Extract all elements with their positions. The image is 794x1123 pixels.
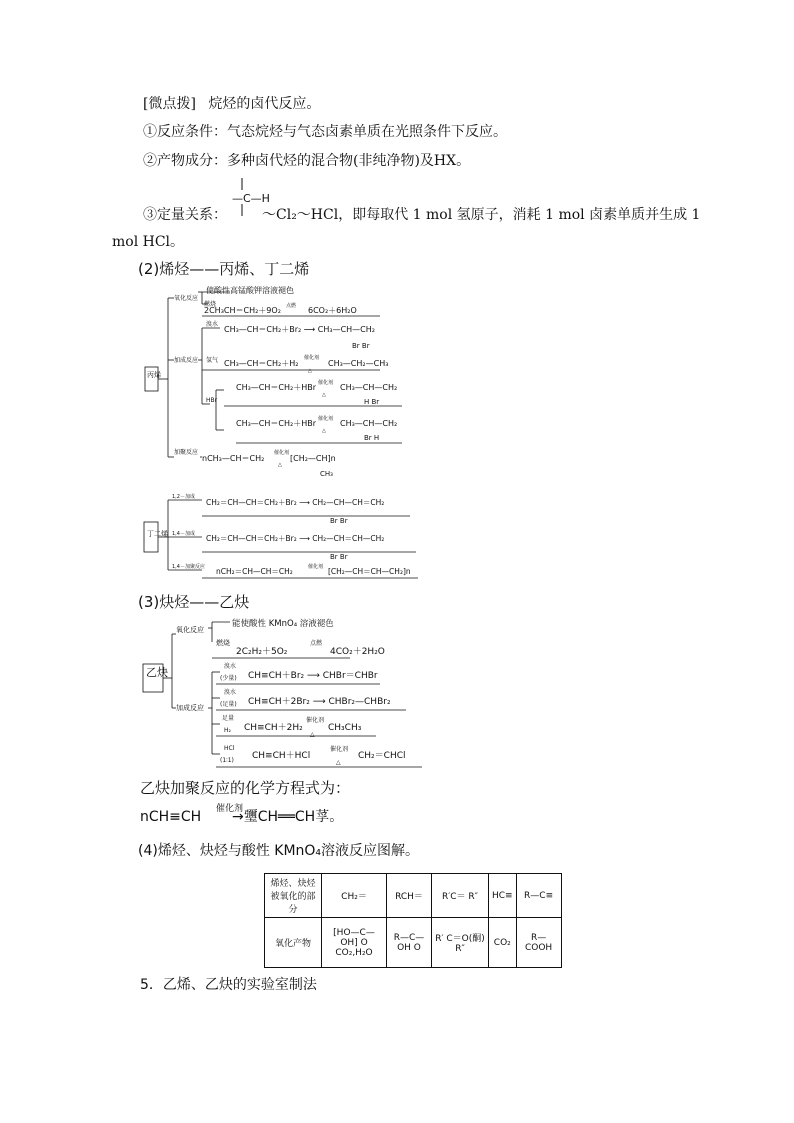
point-item-3-bond: —C—H — [232, 192, 270, 205]
acetylene-r2-cond2: (足量) — [220, 701, 237, 708]
poly-cat: 催化剂 — [216, 804, 244, 814]
sec4-heading: (4)烯烃、炔烃与酸性 KMnO₄溶液反应图解。 — [138, 843, 420, 859]
point-item-3-rest: ～Cl₂～HCl，即每取代 1 mol 氢原子，消耗 1 mol 卤素单质并生成 1 — [262, 207, 701, 223]
propene-eq-hbr2: CH₃—CH＝CH₂＋HBr — [236, 419, 317, 428]
acetylene-burn-eq: 2C₂H₂＋5O₂ — [236, 647, 288, 657]
table-cell: R—C≡ — [516, 874, 561, 918]
acetylene-burn: 燃烧 — [216, 639, 230, 647]
sec3-heading: (3)炔烃——乙炔 — [138, 593, 250, 611]
propene-burn: 燃烧 — [204, 301, 217, 308]
propene-eq-hbr1-sub: H Br — [364, 398, 380, 406]
point-tag: [微点拨] — [143, 96, 196, 112]
acetylene-r3-cond: 足量 — [222, 715, 235, 722]
propene-eq-hbr1-prod: CH₃—CH—CH₂ — [340, 383, 398, 392]
table-cell: [HO—C—OH] O CO₂,H₂O — [322, 918, 387, 968]
table-row — [265, 918, 562, 968]
acetylene-r3-cond2: H₂ — [224, 727, 231, 734]
butadiene-add12: 1,2－加成 — [172, 494, 195, 500]
butadiene-add14: 1,4－加成 — [172, 531, 195, 537]
propene-eq-hbr2-sub: Br H — [364, 434, 380, 442]
point-item-3-prefix: ③定量关系： — [143, 207, 227, 223]
propene-eq-poly-sub: CH₃ — [320, 470, 333, 478]
sec2-heading: (2)烯烃——丙烯、丁二烯 — [138, 260, 310, 278]
propene-oxidation: 氧化反应 — [174, 295, 199, 302]
point-item-2: ②产物成分：多种卤代烃的混合物(非纯净物)及HX。 — [143, 153, 471, 169]
propene-heat-1: △ — [308, 368, 312, 374]
point-item-1: ①反应条件：气态烷烃与气态卤素单质在光照条件下反应。 — [143, 124, 507, 140]
table-cell: R′ C＝O(酮) R″ — [432, 918, 489, 968]
acetylene-r3-eq: CH≡CH＋2H₂ — [244, 723, 303, 733]
propene-eq-h2: CH₃—CH＝CH₂＋H₂ — [224, 359, 299, 368]
butadiene-eq14p-prod: [CH₂—CH＝CH—CH₂]n — [328, 567, 411, 576]
propene-cat-4: 催化剂 — [274, 450, 290, 456]
acetylene-r4-eq: CH≡CH＋HCl — [252, 751, 311, 761]
acetylene-r4-cond2: (1∶1) — [220, 757, 234, 764]
poly-eq-left: nCH≡CH — [140, 809, 202, 825]
propene-heat-3: △ — [322, 428, 326, 434]
butadiene-eq14: CH₂＝CH—CH＝CH₂＋Br₂ ⟶ CH₂—CH＝CH—CH₂ — [206, 534, 385, 543]
table-cell: R′C＝ R″ — [432, 874, 489, 918]
butadiene-diagram — [140, 490, 422, 582]
butadiene-eq14p: nCH₂＝CH—CH＝CH₂ — [216, 567, 293, 576]
propene-heat-4: △ — [278, 462, 282, 468]
butadiene-eq12-sub: Br Br — [330, 517, 348, 525]
acetylene-r2-cond: 溴水 — [224, 689, 237, 696]
propene-cat-1: 催化剂 — [304, 355, 320, 361]
propene-cat-3: 催化剂 — [318, 416, 334, 422]
propene-h2: 氢气 — [206, 357, 219, 364]
table-cell: HC≡ — [489, 874, 517, 918]
butadiene-cat: 催化剂 — [308, 564, 324, 570]
acetylene-cat-1: 催化剂 — [306, 717, 325, 724]
acetylene-diagram — [140, 612, 430, 772]
propene-eq-poly: nCH₃—CH＝CH₂ — [202, 454, 265, 463]
acetylene-heat-1: △ — [310, 731, 315, 738]
point-item-3-cont: mol HCl。 — [112, 234, 185, 250]
table-cell: R—COOH — [516, 918, 561, 968]
acetylene-r1-eq: CH≡CH＋Br₂ ⟶ CHBr＝CHBr — [248, 671, 378, 681]
propene-diagram — [140, 280, 420, 480]
acetylene-r4-cond: HCl — [224, 745, 235, 752]
propene-addition: 加成反应 — [174, 357, 199, 364]
acetylene-heat-2: △ — [336, 759, 341, 766]
table-row — [265, 874, 562, 918]
acetylene-cat-2: 催化剂 — [330, 746, 349, 753]
table-cell: CH₂＝ — [322, 874, 387, 918]
acetylene-addition: 加成反应 — [176, 704, 204, 712]
propene-kmno4: 使酸性高锰酸钾溶液褪色 — [206, 286, 294, 295]
poly-text: 乙炔加聚反应的化学方程式为： — [140, 779, 351, 797]
acetylene-r1-cond: 溴水 — [224, 663, 237, 670]
acetylene-burn-cond: 点燃 — [310, 640, 323, 647]
propene-eq-poly-prod: [CH₂—CH]n — [290, 454, 336, 463]
point-title: 烷烃的卤代反应。 — [208, 96, 321, 112]
butadiene-eq14-sub: Br Br — [330, 553, 348, 561]
propene-polymer: 加聚反应 — [174, 449, 199, 456]
point-line-title — [143, 95, 320, 113]
table-cell: CO₂ — [489, 918, 517, 968]
propene-eq-br-sub: Br Br — [352, 342, 370, 350]
propene-hbr: HBr — [206, 397, 218, 404]
propene-eq-h2-prod: CH₃—CH₂—CH₃ — [328, 359, 389, 368]
propene-burn-cond: 点燃 — [286, 303, 297, 309]
oxidation-table — [264, 873, 562, 968]
butadiene-add14p: 1,4－加聚反应 — [172, 564, 205, 570]
acetylene-kmno4: 能使酸性 KMnO₄ 溶液褪色 — [232, 619, 334, 629]
acetylene-box-label: 乙炔 — [146, 666, 168, 679]
butadiene-eq12: CH₂＝CH—CH＝CH₂＋Br₂ ⟶ CH₂—CH—CH＝CH₂ — [206, 498, 385, 507]
propene-burn-prod: 6CO₂＋6H₂O — [308, 306, 357, 315]
propene-eq-br: CH₃—CH＝CH₂＋Br₂ ⟶ CH₃—CH—CH₂ — [224, 325, 375, 334]
bond-lines — [238, 178, 248, 218]
acetylene-r2-eq: CH≡CH＋2Br₂ ⟶ CHBr₂—CHBr₂ — [248, 697, 391, 707]
propene-box-label: 丙烯 — [147, 371, 161, 379]
acetylene-r1-cond2: (少量) — [220, 675, 237, 682]
table-header-cell: 氧化产物 — [265, 918, 322, 968]
table-cell: RCH＝ — [387, 874, 432, 918]
propene-eq-hbr2-prod: CH₃—CH—CH₂ — [340, 419, 398, 428]
table-header-cell: 烯烃、炔烃被氧化的部分 — [265, 874, 322, 918]
acetylene-oxidation: 氧化反应 — [176, 626, 204, 634]
propene-heat-2: △ — [322, 392, 326, 398]
acetylene-burn-prod: 4CO₂＋2H₂O — [330, 647, 385, 657]
propene-eq-hbr1: CH₃—CH＝CH₂＋HBr — [236, 383, 317, 392]
propene-burn-eq: 2CH₃CH＝CH₂＋9O₂ — [204, 306, 281, 315]
acetylene-r4-prod: CH₂＝CHCl — [358, 751, 406, 761]
propene-br-water: 溴水 — [206, 321, 219, 328]
butadiene-box-label: 丁二烯 — [147, 530, 168, 538]
table-cell: R—C—OH O — [387, 918, 432, 968]
propene-cat-2: 催化剂 — [318, 380, 334, 386]
sec5-heading: 5．乙烯、乙炔的实验室制法 — [140, 977, 317, 993]
acetylene-r3-prod: CH₃CH₃ — [328, 723, 362, 733]
poly-eq-right: →瓕CH══CH莩。 — [232, 809, 344, 825]
